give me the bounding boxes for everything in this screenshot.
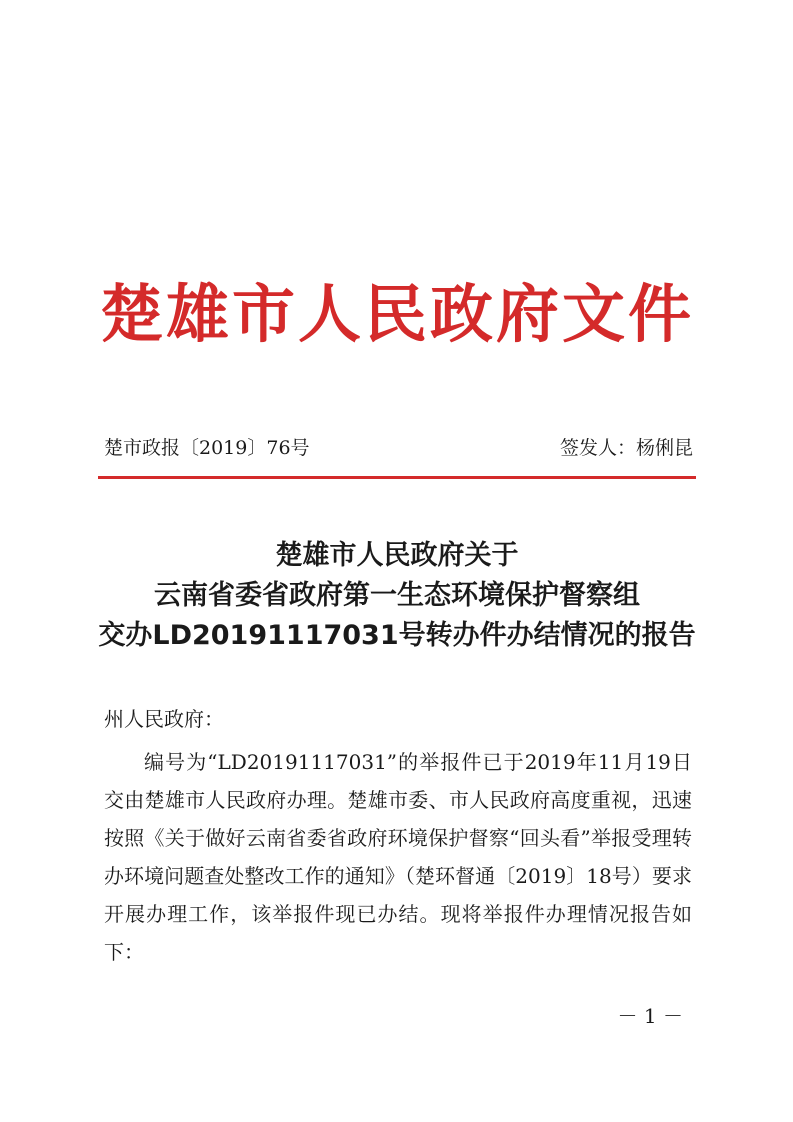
salutation: 州人民政府： [104, 707, 224, 731]
report-body [104, 700, 692, 971]
signer: 签发人：杨俐昆 [559, 437, 693, 459]
title-line-2: 云南省委省政府第一生态环境保护督察组 [154, 580, 640, 611]
red-divider-line [98, 476, 696, 479]
report-title [90, 536, 704, 656]
document-masthead: 楚雄市人民政府文件 [100, 278, 694, 351]
title-line-1: 楚雄市人民政府关于 [275, 540, 519, 571]
document-number: 楚市政报〔2019〕76号 [104, 437, 310, 459]
body-paragraph: 编号为“LD20191117031”的举报件已于2019年11月19日交由楚雄市人民政府办理。楚雄市委、市人民政府高度重视，迅速按照《关于做好云南省委省政府环境保护督察“回头看”举报受理转办环境问题查处整改工作的通知》（楚环督通〔2019〕18号）要求开展办理工作，该举报件现已办结。现将举报件办理情况报告如下： [104, 750, 692, 964]
page-number: － 1 － [617, 1004, 683, 1028]
title-line-3: 交办LD20191117031号转办件办结情况的报告 [98, 620, 696, 651]
